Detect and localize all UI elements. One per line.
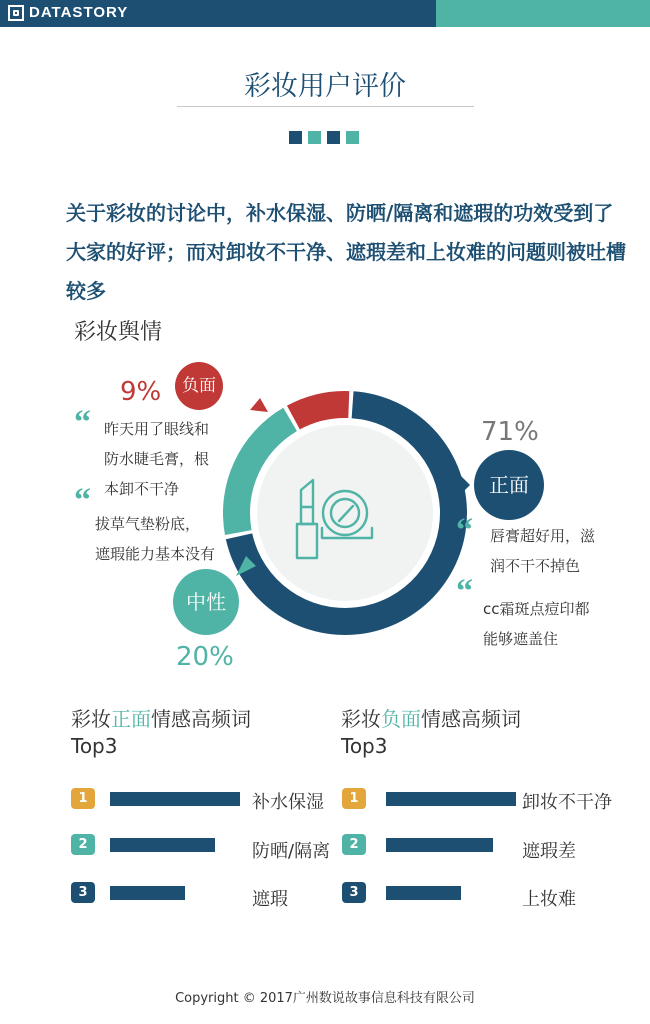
quote-mark-icon: “ <box>74 404 91 441</box>
quote-line: 润不干不掉色 <box>490 557 581 575</box>
quote-line: 防水睫毛膏，根 <box>104 450 210 468</box>
neutral-quote <box>95 509 215 569</box>
rank-badge: 1 <box>71 788 95 809</box>
page-title: 彩妆用户评价 <box>244 71 406 102</box>
neutral-badge: 中性 <box>173 569 239 635</box>
keyword: 遮瑕 <box>252 889 288 910</box>
keyword: 防晒/隔离 <box>252 841 331 862</box>
keyword: 补水保湿 <box>252 792 324 813</box>
negative-badge: 负面 <box>175 362 223 410</box>
title-text: 情感高频词 <box>421 707 521 731</box>
negative-quote <box>104 414 209 504</box>
quote-mark-icon: “ <box>456 512 473 549</box>
quote-line: 本卸不干净 <box>104 480 180 498</box>
quote-mark-icon: “ <box>74 482 91 519</box>
frequency-bar <box>386 886 461 900</box>
negative-top3-title <box>341 706 521 760</box>
title-text: 情感高频词 <box>151 707 251 731</box>
rank-badge: 3 <box>71 882 95 903</box>
decor-square-2 <box>308 131 321 144</box>
positive-quote-2 <box>483 594 590 654</box>
header-accent-bar <box>436 0 650 27</box>
frequency-bar <box>110 838 215 852</box>
keyword: 上妆难 <box>522 889 576 910</box>
quote-line: 遮瑕能力基本没有 <box>95 545 216 563</box>
negative-percent: 9% <box>120 377 162 407</box>
frequency-bar <box>110 886 185 900</box>
keyword: 遮瑕差 <box>522 841 576 862</box>
donut-slice-2 <box>287 391 349 429</box>
positive-badge: 正面 <box>474 450 544 520</box>
title-highlight: 负面 <box>381 707 421 731</box>
positive-percent: 71% <box>481 417 539 447</box>
quote-mark-icon: “ <box>456 573 473 610</box>
rank-badge: 3 <box>342 882 366 903</box>
quote-line: cc霜斑点痘印都 <box>483 600 590 618</box>
quote-line: 能够遮盖住 <box>483 630 559 648</box>
decor-square-4 <box>346 131 359 144</box>
title-top3: Top3 <box>71 734 118 758</box>
frequency-bar <box>110 792 240 806</box>
title-divider <box>177 106 474 107</box>
neutral-percent: 20% <box>176 642 234 672</box>
title-top3: Top3 <box>341 734 388 758</box>
frequency-bar <box>386 792 516 806</box>
decor-square-1 <box>289 131 302 144</box>
rank-badge: 1 <box>342 788 366 809</box>
frequency-bar <box>386 838 493 852</box>
positive-quote-1 <box>490 521 595 581</box>
rank-badge: 2 <box>342 834 366 855</box>
logo-icon <box>8 5 24 21</box>
quote-line: 昨天用了眼线和 <box>104 420 210 438</box>
quote-line: 唇膏超好用，滋 <box>490 527 596 545</box>
section-title: 彩妆舆情 <box>74 320 163 345</box>
title-highlight: 正面 <box>111 707 151 731</box>
decor-square-3 <box>327 131 340 144</box>
keyword: 卸妆不干净 <box>522 792 612 813</box>
positive-top3-title <box>71 706 251 760</box>
copyright: Copyright © 2017广州数说故事信息科技有限公司 <box>175 991 475 1006</box>
title-text: 彩妆 <box>341 707 381 731</box>
logo-text: DATASTORY <box>29 4 129 21</box>
rank-badge: 2 <box>71 834 95 855</box>
headline: 关于彩妆的讨论中，补水保湿、防晒/隔离和遮瑕的功效受到了大家的好评；而对卸妆不干净、遮瑕差和上妆难的问题则被吐槽较多 <box>66 201 626 303</box>
quote-line: 拔草气垫粉底， <box>95 515 201 533</box>
title-text: 彩妆 <box>71 707 111 731</box>
negative-pointer <box>250 398 268 412</box>
